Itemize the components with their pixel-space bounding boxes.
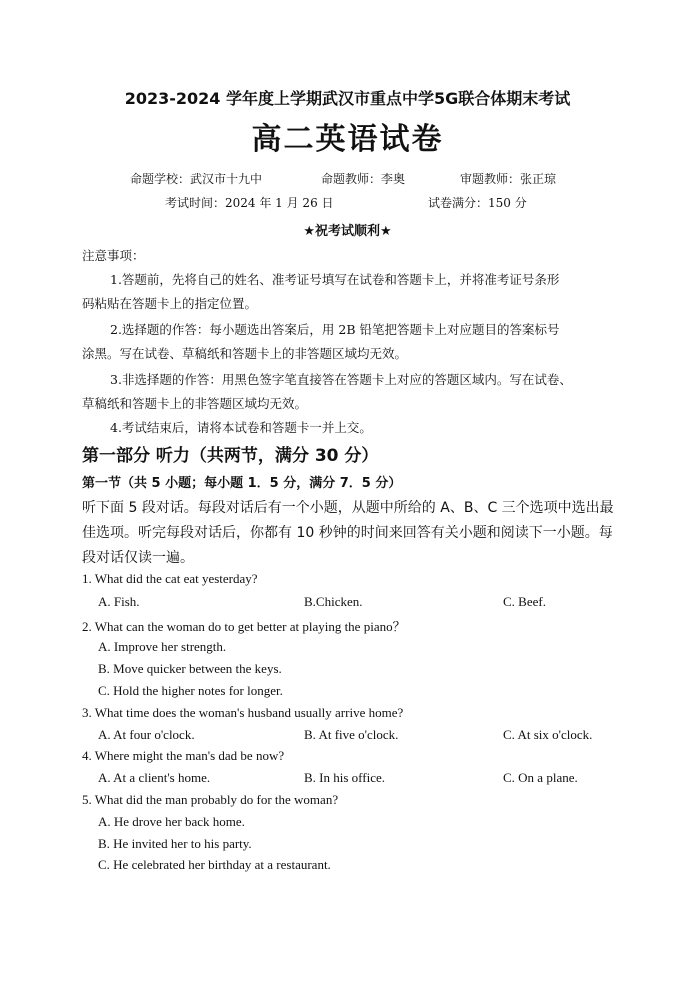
option-b: B. He invited her to his party. bbox=[98, 836, 252, 851]
option-b: B.Chicken. bbox=[304, 594, 363, 609]
option-b: B. Move quicker between the keys. bbox=[98, 661, 282, 676]
part-title: 第一部分 听力（共两节，满分 30 分） bbox=[82, 446, 379, 466]
meta-time: 考试时间：2024 年 1 月 26 日 bbox=[165, 196, 334, 210]
notice-title: 注意事项： bbox=[82, 248, 145, 263]
option-c: C. On a plane. bbox=[503, 770, 578, 785]
option-c: C. Hold the higher notes for longer. bbox=[98, 683, 283, 698]
question-text: 4. Where might the man's dad be now? bbox=[82, 748, 285, 763]
exam-title: 高二英语试卷 bbox=[251, 122, 444, 157]
option-a: A. At four o'clock. bbox=[98, 727, 195, 742]
instruction-line: 佳选项。听完每段对话后，你都有 10 秒钟的时间来回答有关小题和阅读下一小题。每 bbox=[82, 525, 613, 541]
option-a: A. Improve her strength. bbox=[98, 639, 227, 654]
section-title: 第一节（共 5 小题；每小题 1．5 分，满分 7．5 分） bbox=[82, 476, 402, 491]
meta-school: 命题学校：武汉市十九中 bbox=[130, 172, 263, 186]
option-b: B. In his office. bbox=[304, 770, 385, 785]
exam-header: 2023-2024 学年度上学期武汉市重点中学5G联合体期末考试 bbox=[124, 89, 571, 108]
meta-reviewer: 审题教师：张正琼 bbox=[460, 172, 557, 186]
meta-teacher: 命题教师：李奥 bbox=[321, 172, 406, 186]
notice-line: 涂黑。写在试卷、草稿纸和答题卡上的非答题区域均无效。 bbox=[82, 346, 408, 361]
notice-line: 4.考试结束后，请将本试卷和答题卡一并上交。 bbox=[110, 420, 372, 435]
instruction-line: 听下面 5 段对话。每段对话后有一个小题，从题中所给的 A、B、C 三个选项中选出最 bbox=[82, 500, 614, 516]
question-text: 5. What did the man probably do for the woman? bbox=[82, 792, 339, 807]
blessing: ★祝考试顺利★ bbox=[303, 224, 392, 239]
question-text: 2. What can the woman do to get better at playing the piano？ bbox=[82, 619, 406, 634]
notice-line: 码粘贴在答题卡上的指定位置。 bbox=[82, 296, 258, 311]
notice-line: 1.答题前，先将自己的姓名、准考证号填写在试卷和答题卡上，并将准考证号条形 bbox=[110, 272, 560, 287]
meta-score: 试卷满分：150 分 bbox=[428, 196, 527, 210]
option-c: C. He celebrated her birthday at a restaurant. bbox=[98, 857, 331, 872]
notice-line: 草稿纸和答题卡上的非答题区域均无效。 bbox=[82, 396, 308, 411]
option-a: A. At a client's home. bbox=[98, 770, 211, 785]
option-a: A. He drove her back home. bbox=[98, 814, 245, 829]
notice-line: 3.非选择题的作答：用黑色签字笔直接答在答题卡上对应的答题区域内。写在试卷、 bbox=[110, 372, 572, 387]
question-text: 1. What did the cat eat yesterday? bbox=[82, 571, 258, 586]
question-text: 3. What time does the woman's husband usually arrive home? bbox=[82, 705, 404, 720]
instruction-line: 段对话仅读一遍。 bbox=[82, 550, 194, 566]
notice-line: 2.选择题的作答：每小题选出答案后，用 2B 铅笔把答题卡上对应题目的答案标号 bbox=[110, 322, 560, 337]
option-c: C. At six o'clock. bbox=[503, 727, 593, 742]
option-b: B. At five o'clock. bbox=[304, 727, 399, 742]
option-a: A. Fish. bbox=[98, 594, 140, 609]
option-c: C. Beef. bbox=[503, 594, 546, 609]
